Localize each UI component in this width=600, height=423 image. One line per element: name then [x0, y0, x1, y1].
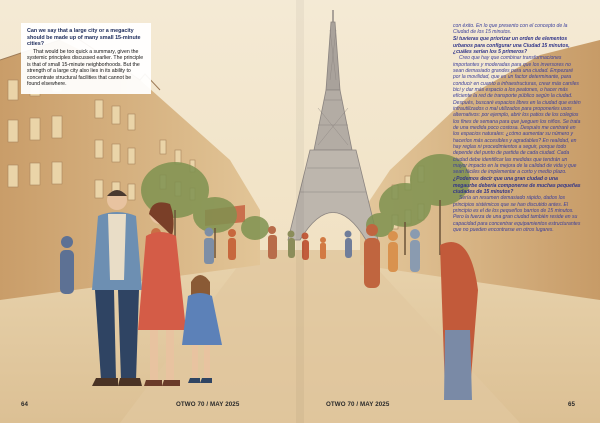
col-paragraph-2: Creo que hay que combinar transformaciones importantes y moderadas para que los inversores no sean demasiado grandes para una ciudad. Empezaré por la movilidad, que es un factor determinante, para conducir en cuanto a infraestructuras, crear más carriles bici y dar más espacio a los peatones, o hacer más eficiente la red de transporte público según la ciudad. Después, buscaré espacios libres en la ciudad que estén infrautilizados o mal utilizados para proponerles usos alternativos: por ejemplo, abrir los patios de los colegios los fines de semana para que jueguen los niños. Se trata de una medida poco costosa. Después me centraré en los espacios naturales: ¿cómo aumentar su número y hacerlos más accesibles y agradables? En realidad, en hay reglas ni procedimientos a seguir, porque todo depende del punto de partida de cada ciudad. Cada ciudad debe identificar las medidas que tendrán un mayor impacto en la mejora de la calidad de vida y que sean fáciles de implementar a corto y medio plazo.: [453, 55, 581, 176]
page-number-left: 64: [21, 401, 29, 408]
magazine-issue-right: OTWO 70 / MAY 2025: [326, 401, 390, 408]
col-paragraph-3: Sería un resumen demasiado rápido, dados los principios sistémicos que se han discutido antes. El principio es el de los pequeños barrios de 15 minutos. Pero la fuerza de una gran ciudad también reside en su capacidad para concentrar equipamientos estructurantes que no pueden encontrarse en otros lugares.: [453, 195, 581, 233]
interview-question: Can we say that a large city or a megacity should be made up of many small 15-minute cities?: [27, 28, 141, 48]
spanish-text-column: [453, 23, 581, 233]
magazine-issue-left: OTWO 70 / MAY 2025: [176, 401, 240, 408]
col-question-1: Si tuvieras que priorizar un orden de elementos urbanos para configurar una Ciudad 15 minutos, ¿cuáles serían los 5 primeros?: [453, 36, 570, 55]
interview-answer: That would be too quick a summary, given the systemic principles discussed earlier. The principle is that of small 15-minute neighborhoods. But the strength of a large city also lies in its ability to concentrate structural facilities that cannot be found elsewhere.: [27, 48, 144, 88]
col-question-2: ¿Podemos decir que una gran ciudad o una megaurbe debería componerse de muchas pequeñas ciudades de 15 minutos?: [453, 176, 581, 195]
col-paragraph-1: con éxito. En lo que presento con el concepto de la Ciudad de los 15 minutos.: [453, 23, 568, 36]
gutter-shadow: [296, 0, 304, 423]
page-number-right: 65: [568, 401, 576, 408]
interview-text-box: [21, 23, 151, 94]
